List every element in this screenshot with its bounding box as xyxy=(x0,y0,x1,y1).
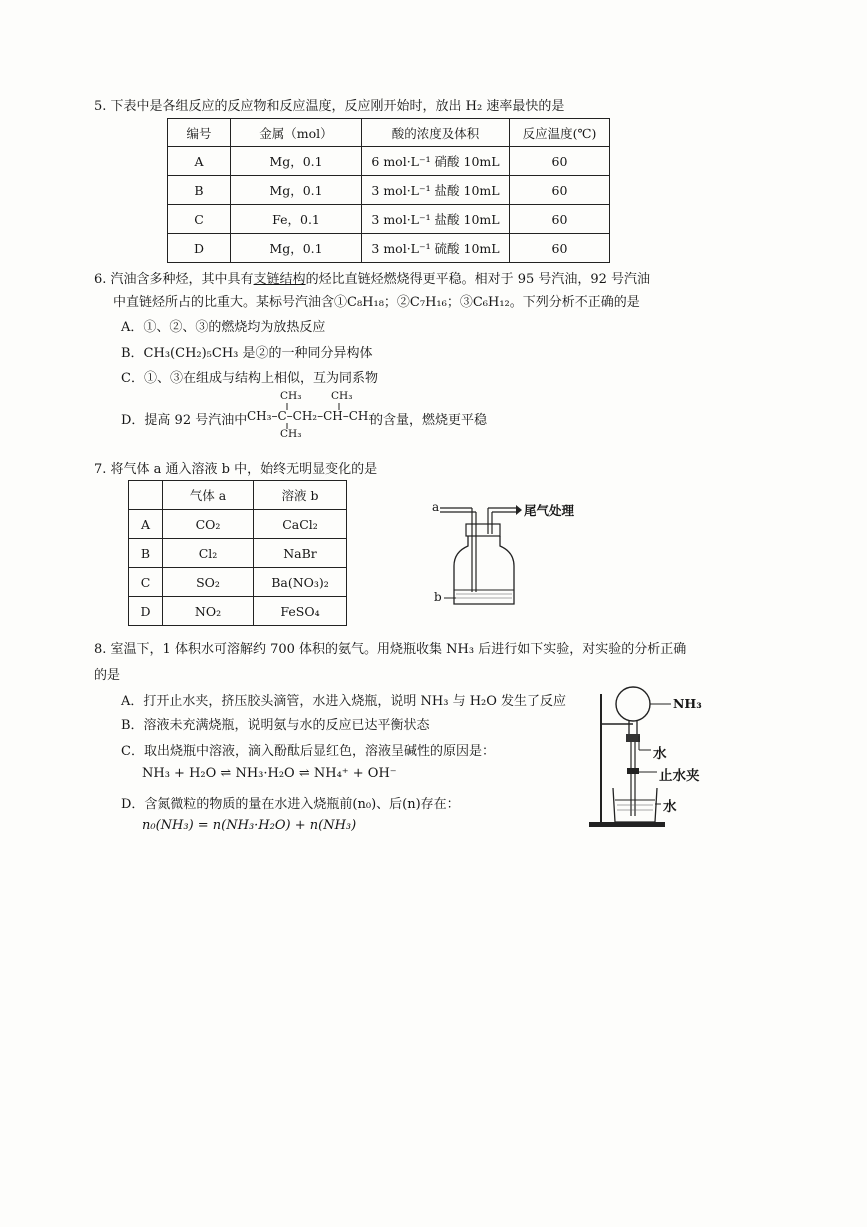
table-header: 酸的浓度及体积 xyxy=(362,119,510,147)
table-cell: Ba(NO₃)₂ xyxy=(254,568,347,597)
q7-table xyxy=(128,480,347,626)
table-cell: D xyxy=(168,234,231,263)
formula-bottom-branch: CH₃ xyxy=(280,428,302,440)
q7-stem: 7. 将气体 a 通入溶液 b 中，始终无明显变化的是 xyxy=(94,462,378,477)
table-header: 反应温度(℃) xyxy=(510,119,610,147)
table-row xyxy=(168,234,610,263)
q6-option-d-suffix: 的含量，燃烧更平稳 xyxy=(370,413,488,428)
label-a: a xyxy=(432,500,440,514)
table-header: 气体 a xyxy=(163,481,254,510)
label-b: b xyxy=(434,590,442,604)
table-cell: A xyxy=(129,510,163,539)
q8-stem-line2: 的是 xyxy=(94,668,121,683)
table-row xyxy=(129,568,347,597)
q8-option-d-equation: n₀(NH₃) = n(NH₃·H₂O) + n(NH₃) xyxy=(142,818,357,833)
table-cell: 60 xyxy=(510,205,610,234)
label-clamp: 止水夹 xyxy=(659,768,700,784)
q6-option-b: B．CH₃(CH₂)₅CH₃ 是②的一种同分异构体 xyxy=(121,346,373,361)
formula-main-chain: CH₃–C–CH₂–CH–CH₃ xyxy=(247,409,374,423)
table-cell: Cl₂ xyxy=(163,539,254,568)
table-cell: Mg，0.1 xyxy=(231,176,362,205)
q8-option-a: A．打开止水夹，挤压胶头滴管，水进入烧瓶，说明 NH₃ 与 H₂O 发生了反应 xyxy=(121,694,567,709)
table-header-row xyxy=(129,481,347,510)
table-cell: 3 mol·L⁻¹ 盐酸 10mL xyxy=(362,205,510,234)
gas-bottle-diagram xyxy=(430,494,590,614)
q6-stem-part: 的烃比直链烃燃烧得更平稳。相对于 95 号汽油，92 号汽油 xyxy=(305,272,651,287)
q5-stem: 5. 下表中是各组反应的反应物和反应温度，反应刚开始时，放出 H₂ 速率最快的是 xyxy=(94,99,565,114)
q8-option-c-equation: NH₃ + H₂O ⇌ NH₃·H₂O ⇌ NH₄⁺ + OH⁻ xyxy=(142,766,397,781)
table-cell: CaCl₂ xyxy=(254,510,347,539)
q8-option-b: B．溶液未充满烧瓶，说明氨与水的反应已达平衡状态 xyxy=(121,718,430,733)
q6-option-c: C．①、③在组成与结构上相似，互为同系物 xyxy=(121,371,378,386)
table-header-row xyxy=(168,119,610,147)
fountain-apparatus-diagram xyxy=(585,684,725,832)
table-row xyxy=(168,205,610,234)
label-water-lower: 水 xyxy=(663,799,677,815)
table-cell: 60 xyxy=(510,234,610,263)
q6-underlined-term: 支链结构 xyxy=(253,272,306,287)
q6-stem-part: 6. 汽油含多种烃，其中具有 xyxy=(94,272,254,287)
q5-table xyxy=(167,118,610,263)
q6-option-a: A．①、②、③的燃烧均为放热反应 xyxy=(121,320,326,335)
label-exhaust: 尾气处理 xyxy=(524,503,575,518)
table-cell: 60 xyxy=(510,176,610,205)
q6-stem-line2: 中直链烃所占的比重大。某标号汽油含①C₈H₁₈；②C₇H₁₆；③C₆H₁₂。下列分析不正确的是 xyxy=(113,295,640,310)
table-header: 金属（mol） xyxy=(231,119,362,147)
table-header: 溶液 b xyxy=(254,481,347,510)
table-cell: C xyxy=(129,568,163,597)
table-cell: FeSO₄ xyxy=(254,597,347,626)
table-cell: D xyxy=(129,597,163,626)
table-cell: A xyxy=(168,147,231,176)
table-header xyxy=(129,481,163,510)
table-cell: NO₂ xyxy=(163,597,254,626)
formula-top-branch: CH₃ xyxy=(331,390,353,402)
label-nh3: NH₃ xyxy=(673,696,702,711)
table-header: 编号 xyxy=(168,119,231,147)
table-cell: 60 xyxy=(510,147,610,176)
structural-formula xyxy=(247,390,374,440)
formula-bonds xyxy=(247,390,367,440)
q8-option-c: C．取出烧瓶中溶液，滴入酚酞后显红色，溶液呈碱性的原因是： xyxy=(121,744,495,759)
q8-option-d: D．含氮微粒的物质的量在水进入烧瓶前(n₀)、后(n)存在： xyxy=(121,797,460,812)
table-cell: Fe，0.1 xyxy=(231,205,362,234)
table-cell: B xyxy=(129,539,163,568)
table-cell: SO₂ xyxy=(163,568,254,597)
table-row xyxy=(129,597,347,626)
table-cell: 6 mol·L⁻¹ 硝酸 10mL xyxy=(362,147,510,176)
q6-option-d-prefix: D．提高 92 号汽油中 xyxy=(121,413,248,428)
table-cell: Mg，0.1 xyxy=(231,147,362,176)
table-cell: B xyxy=(168,176,231,205)
table-cell: NaBr xyxy=(254,539,347,568)
table-row xyxy=(168,176,610,205)
table-cell: 3 mol·L⁻¹ 盐酸 10mL xyxy=(362,176,510,205)
table-row xyxy=(129,539,347,568)
formula-top-branch: CH₃ xyxy=(280,390,302,402)
table-cell: C xyxy=(168,205,231,234)
table-cell: CO₂ xyxy=(163,510,254,539)
q8-stem-line1: 8. 室温下，1 体积水可溶解约 700 体积的氨气。用烧瓶收集 NH₃ 后进行如下实验，对实验的分析正确 xyxy=(94,642,687,657)
q6-stem-line1 xyxy=(94,268,650,287)
label-water-upper: 水 xyxy=(653,746,667,762)
table-row xyxy=(168,147,610,176)
table-cell: 3 mol·L⁻¹ 硫酸 10mL xyxy=(362,234,510,263)
table-row xyxy=(129,510,347,539)
table-cell: Mg，0.1 xyxy=(231,234,362,263)
